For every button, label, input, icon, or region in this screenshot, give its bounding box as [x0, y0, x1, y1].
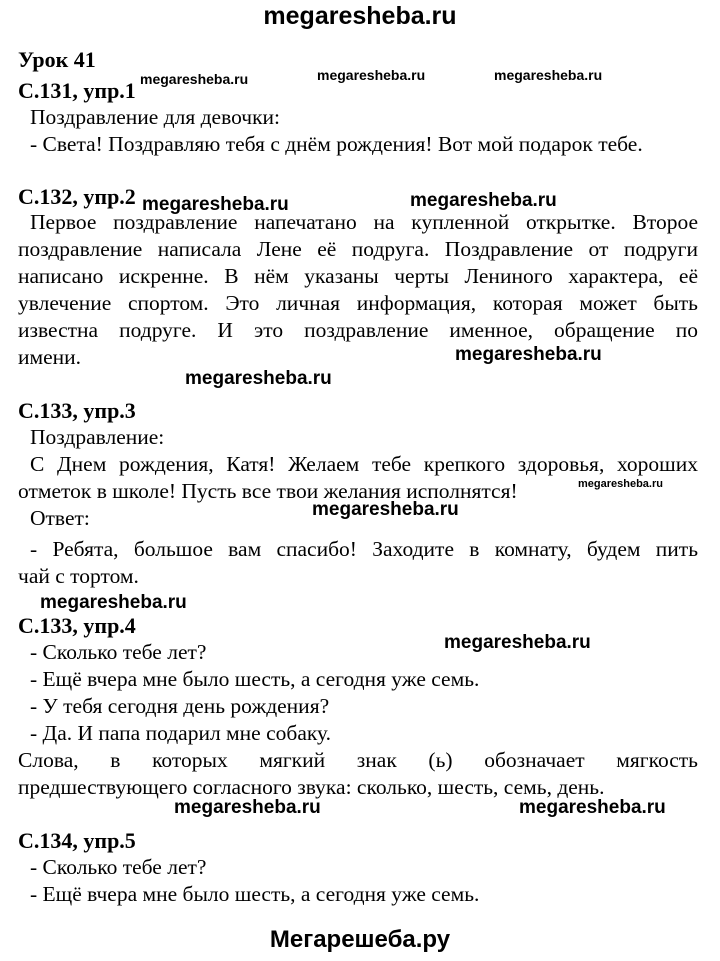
text-line: чай с тортом. — [18, 564, 139, 588]
text-line: - Света! Поздравляю тебя с днём рождения! Вот мой подарок тебе. — [30, 132, 643, 156]
text-line: - Да. И папа подарил мне собаку. — [30, 721, 331, 745]
watermark: megaresheba.ru — [174, 797, 321, 818]
text-line: поздравление написала Лене её подруга. Поздравление от подруги — [18, 237, 698, 261]
text-line: Первое поздравление напечатано на купленной открытке. Второе — [30, 210, 698, 234]
text-line: Слова, в которых мягкий знак (ь) обозначает мягкость — [18, 748, 698, 772]
watermark: megaresheba.ru — [312, 499, 459, 520]
text-line: написано искренне. В нём указаны черты Лениного характера, её — [18, 264, 698, 288]
site-footer: Мегарешеба.ру — [269, 926, 451, 953]
watermark: megaresheba.ru — [185, 368, 332, 389]
text-line: - Ребята, большое вам спасибо! Заходите в комнату, будем пить — [30, 537, 698, 561]
text-line: Ответ: — [30, 506, 90, 530]
section-heading: С.132, упр.2 — [18, 184, 136, 209]
text-line: - Ещё вчера мне было шесть, а сегодня уже семь. — [30, 667, 480, 691]
watermark: megaresheba.ru — [519, 797, 666, 818]
text-line: Поздравление: — [30, 425, 165, 449]
text-line: - Ещё вчера мне было шесть, а сегодня уже семь. — [30, 882, 480, 906]
watermark: megaresheba.ru — [455, 344, 602, 365]
watermark: megaresheba.ru — [40, 592, 187, 613]
text-line: Поздравление для девочки: — [30, 105, 281, 129]
watermark: megaresheba.ru — [317, 67, 426, 83]
section-heading: С.134, упр.5 — [18, 828, 136, 853]
watermark: megaresheba.ru — [494, 67, 603, 83]
text-line: увлечение спортом. Это личная информация, которая может быть — [18, 291, 698, 315]
section-heading: С.133, упр.4 — [18, 613, 136, 638]
watermark: megaresheba.ru — [410, 190, 557, 211]
site-header: megaresheba.ru — [263, 2, 457, 30]
text-line: - Сколько тебе лет? — [30, 640, 207, 664]
text-line: известна подруге. И это поздравление именное, обращение по — [18, 318, 698, 342]
text-line: - Сколько тебе лет? — [30, 855, 207, 879]
lesson-title: Урок 41 — [18, 47, 96, 72]
section-heading: С.133, упр.3 — [18, 398, 136, 423]
section-heading: С.131, упр.1 — [18, 78, 136, 103]
watermark: megaresheba.ru — [142, 194, 289, 215]
text-line: отметок в школе! Пусть все твои желания исполнятся! — [18, 479, 518, 503]
text-line: предшествующего согласного звука: сколько, шесть, семь, день. — [18, 775, 605, 799]
text-line: - У тебя сегодня день рождения? — [30, 694, 330, 718]
watermark: megaresheba.ru — [578, 478, 663, 490]
watermark: megaresheba.ru — [140, 71, 249, 87]
text-line: С Днем рождения, Катя! Желаем тебе крепкого здоровья, хороших — [30, 452, 698, 476]
text-line: имени. — [18, 345, 82, 369]
watermark: megaresheba.ru — [444, 632, 591, 653]
